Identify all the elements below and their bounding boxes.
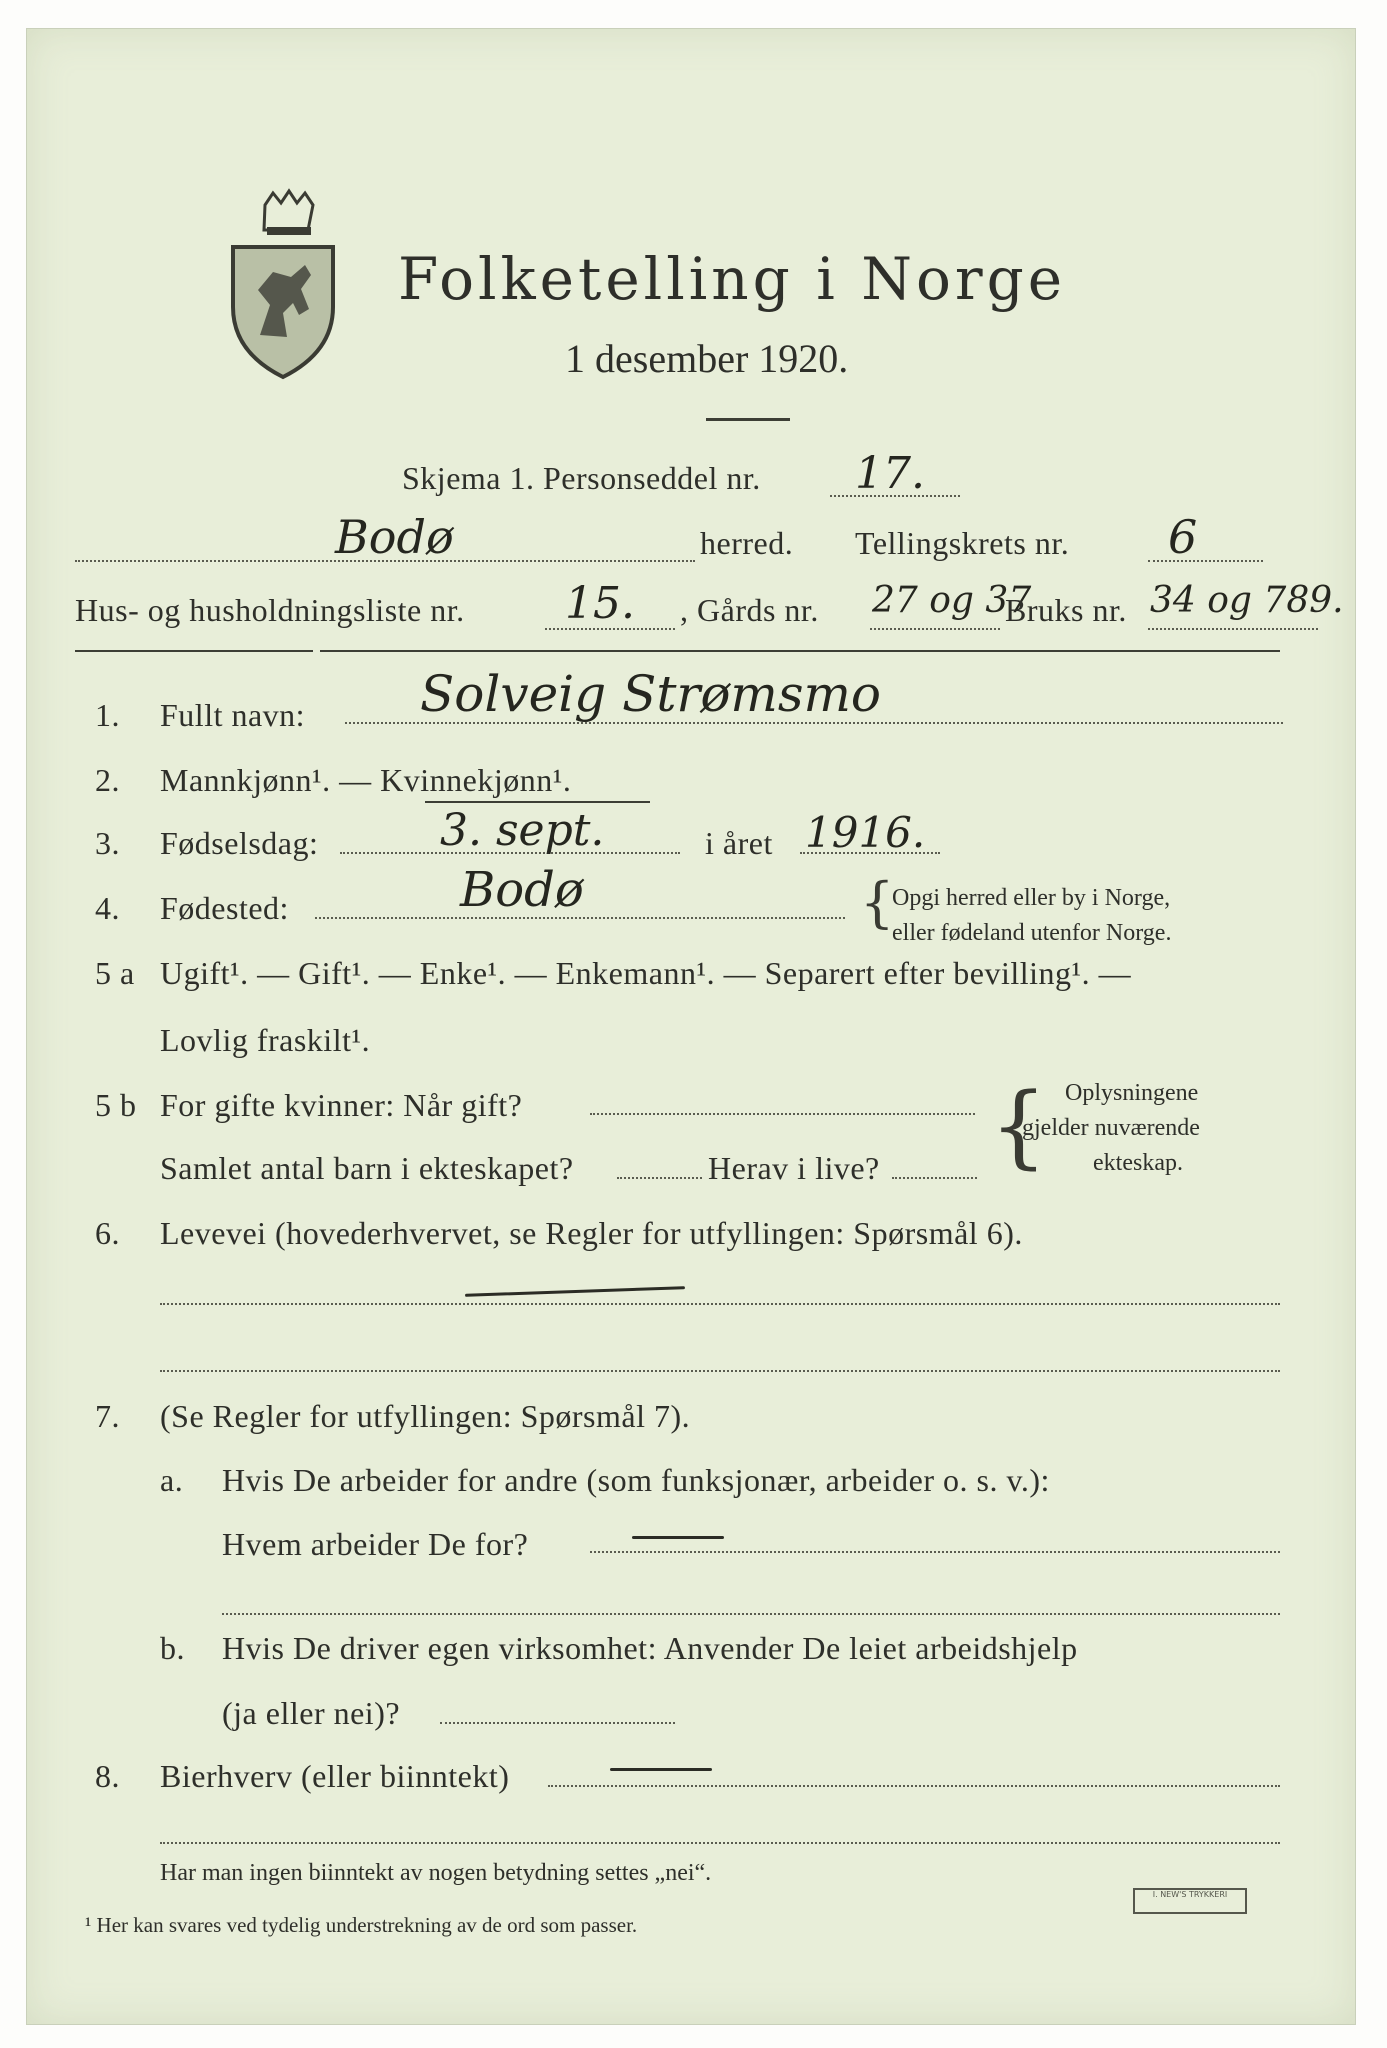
coat-of-arms-icon [225, 185, 340, 380]
q1-number: 1. [95, 697, 120, 733]
q5b-alive-label: Herav i live? [708, 1150, 880, 1186]
herred-value: Bodø [335, 510, 454, 564]
employer-dash [632, 1536, 724, 1539]
hus-label: Hus- og husholdningsliste nr. [75, 592, 465, 628]
q5b-married-label: For gifte kvinner: Når gift? [160, 1087, 523, 1123]
q1-label: Fullt navn: [160, 697, 306, 733]
q7b-line2: (ja eller nei)? [222, 1695, 401, 1731]
marriage-note-1: Oplysningene [1065, 1080, 1199, 1106]
tellingskrets-value: 6 [1168, 510, 1198, 564]
q7a-line1: Hvis De arbeider for andre (som funksjonær, arbeider o. s. v.): [222, 1462, 1050, 1498]
schema-label: Skjema 1. Personseddel nr. [402, 460, 761, 496]
hired-help-field[interactable] [440, 1722, 675, 1724]
bruks-value: 34 og 789. [1150, 580, 1344, 621]
q3-label: Fødselsdag: [160, 825, 319, 861]
tellingskrets-label: Tellingskrets nr. [855, 525, 1070, 561]
q7-number: 7. [95, 1398, 120, 1434]
birth-year-value: 1916. [805, 808, 926, 857]
children-count-field[interactable] [617, 1177, 702, 1179]
children-alive-field[interactable] [892, 1177, 977, 1179]
census-date: 1 desember 1920. [565, 336, 849, 381]
marital-status-options[interactable]: Ugift¹. — Gift¹. — Enke¹. — Enkemann¹. — Separert efter bevilling¹. — [160, 955, 1132, 991]
tellingskrets-field[interactable] [1148, 560, 1263, 562]
marriage-note-3: ekteskap. [1093, 1150, 1183, 1176]
gards-field[interactable] [870, 628, 1000, 630]
side-income-dash [610, 1768, 712, 1771]
header-rule-left [75, 650, 313, 652]
q5b-children-label: Samlet antal barn i ekteskapet? [160, 1150, 574, 1186]
footnote: ¹ Her kan svares ved tydelig understrekning av de ord som passer. [85, 1913, 638, 1937]
married-when-field[interactable] [590, 1113, 975, 1115]
title-divider [706, 418, 790, 421]
q2-number: 2. [95, 762, 120, 798]
herred-label: herred. [700, 525, 794, 561]
q5b-number: 5 b [95, 1087, 137, 1123]
q3-number: 3. [95, 825, 120, 861]
bruks-label: Bruks nr. [1005, 592, 1127, 628]
side-income-field-2[interactable] [160, 1842, 1280, 1844]
q7b-line1: Hvis De driver egen virksomhet: Anvender De leiet arbeidshjelp [222, 1630, 1078, 1666]
birth-year-label: i året [705, 825, 773, 861]
q5a-number: 5 a [95, 955, 135, 991]
q7b-letter: b. [160, 1630, 185, 1666]
gards-label: , Gårds nr. [680, 592, 819, 628]
printer-stamp: I. NEW'S TRYKKERI [1133, 1888, 1247, 1914]
header-rule-right [320, 650, 1280, 652]
gender-options[interactable]: Mannkjønn¹. — Kvinnekjønn¹. [160, 762, 572, 798]
q4-label: Fødested: [160, 890, 289, 926]
side-income-note: Har man ingen biinntekt av nogen betydning settes „nei“. [160, 1860, 712, 1886]
q7a-letter: a. [160, 1462, 184, 1498]
side-income-field[interactable] [548, 1785, 1280, 1787]
marriage-note-2: gjelder nuværende [1022, 1115, 1200, 1141]
employer-field-2[interactable] [222, 1613, 1280, 1615]
full-name-value: Solveig Strømsmo [420, 665, 882, 723]
bruks-field[interactable] [1148, 628, 1318, 630]
birthplace-value: Bodø [460, 862, 584, 918]
occupation-field-1[interactable] [160, 1303, 1280, 1305]
birthplace-note-2: eller fødeland utenfor Norge. [892, 920, 1172, 946]
employer-field[interactable] [590, 1551, 1280, 1553]
hus-value: 15. [565, 578, 635, 629]
gender-underline [425, 801, 650, 803]
marriage-brace: { [990, 1074, 1048, 1179]
form-title: Folketelling i Norge [398, 245, 1067, 313]
q7-label: (Se Regler for utfyllingen: Spørsmål 7). [160, 1398, 691, 1434]
q6-number: 6. [95, 1215, 120, 1251]
birthplace-brace: { [860, 871, 895, 934]
q8-label: Bierhverv (eller biinntekt) [160, 1758, 510, 1794]
q7a-line2: Hvem arbeider De for? [222, 1526, 529, 1562]
q8-number: 8. [95, 1758, 120, 1794]
schema-nr-value: 17. [855, 448, 925, 499]
occupation-field-2[interactable] [160, 1370, 1280, 1372]
birthday-value: 3. sept. [440, 805, 605, 856]
marital-status-divorced[interactable]: Lovlig fraskilt¹. [160, 1022, 371, 1058]
gards-value: 27 og 37 [872, 580, 1032, 621]
birthplace-note-1: Opgi herred eller by i Norge, [892, 885, 1171, 911]
q4-number: 4. [95, 890, 120, 926]
q6-label: Levevei (hovederhvervet, se Regler for utfyllingen: Spørsmål 6). [160, 1215, 1023, 1251]
